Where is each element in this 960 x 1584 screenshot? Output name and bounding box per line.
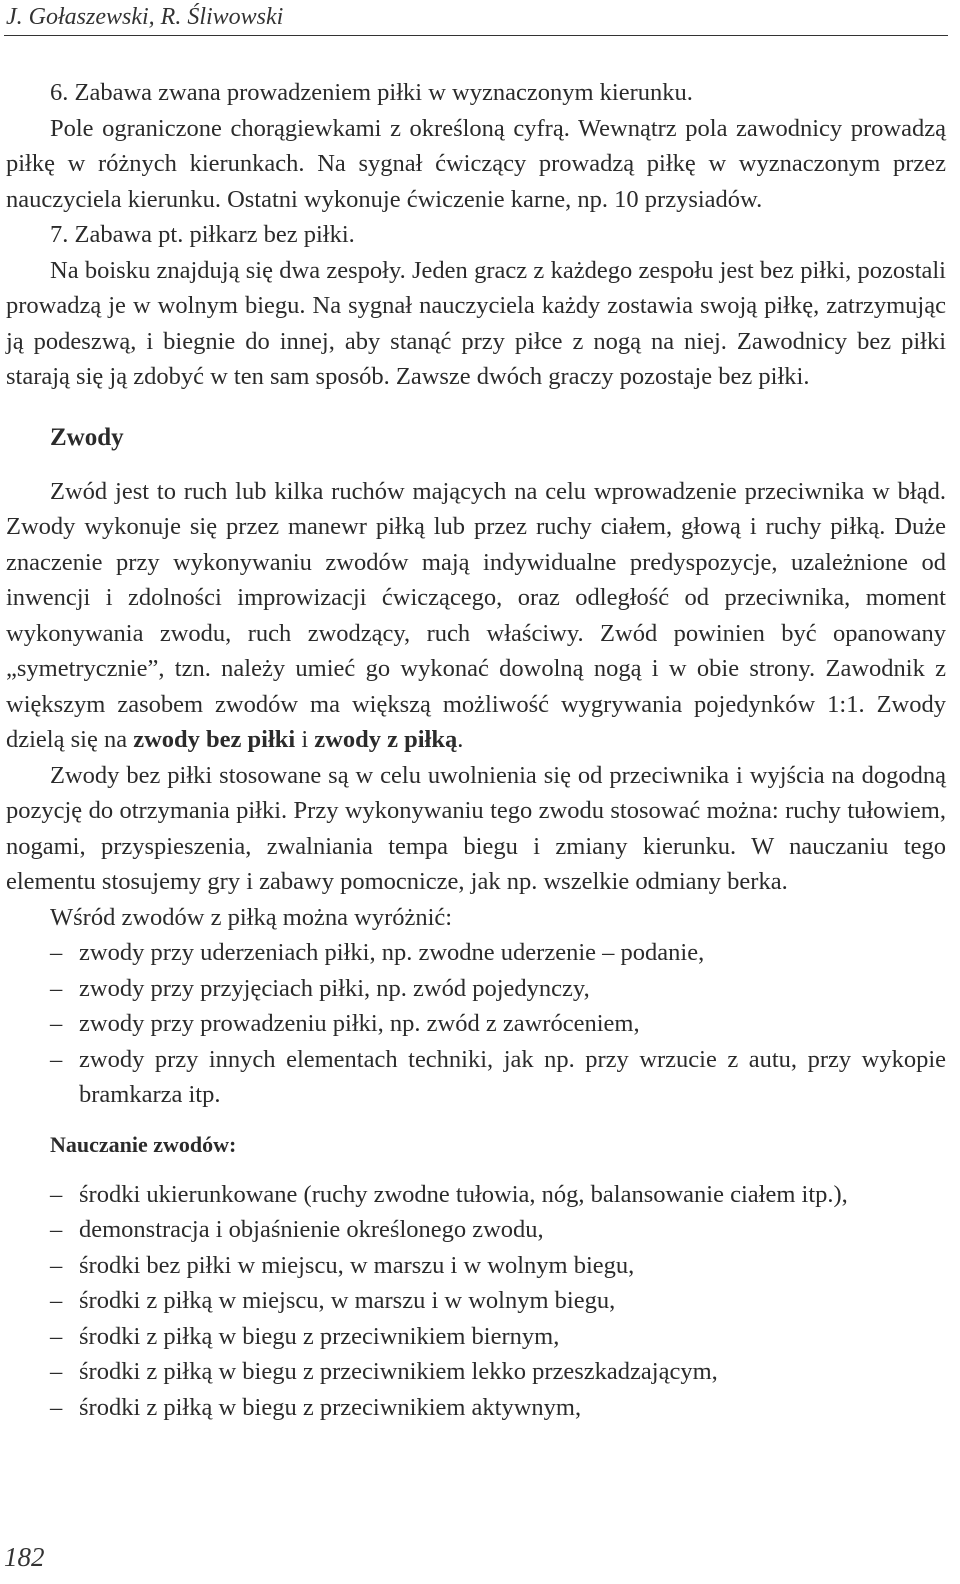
list-item-text: zwody przy prowadzeniu piłki, np. zwód z zawróceniem, <box>79 1010 640 1037</box>
paragraph-list-intro: Wśród zwodów z piłką można wyróżnić: <box>50 903 453 931</box>
dash-marker: – <box>50 1287 63 1314</box>
subheading-nauczanie: Nauczanie zwodów: <box>50 1131 237 1157</box>
paragraph-text: Zwód jest to ruch lub kilka ruchów mających na celu wprowadzenie przeciwnika w błąd. Zwody wykonuje się przez manewr piłką lub przez ruchy ciałem, głową i ruchy piłką. Duże znaczenie przy wykonywaniu zwodów mają indywidualne predyspozycje, uzależnione od inwencji i zdolności improwizacji ćwiczącego, oraz odległość od przeciwnika, moment wykonywania zwodu, ruch zwodzący, ruch właściwy. Zwód powinien być opanowany „symetrycznie”, tzn. należy umieć go wykonać dowolną nogą i w obie strony. Zawodnik z większym zasobem zwodów ma większą możliwość wygrywania pojedynków 1:1. Zwody dzielą się na <box>6 477 946 753</box>
running-head: J. Gołaszewski, R. Śliwowski <box>6 4 284 30</box>
list-item <box>6 1212 946 1248</box>
list-item <box>6 1248 946 1284</box>
list-item <box>6 971 946 1007</box>
list-item-text: zwody przy innych elementach techniki, jak np. przy wrzucie z autu, przy wykopie bramkarza itp. <box>79 1045 946 1108</box>
list-item-text: zwody przy uderzeniach piłki, np. zwodne uderzenie – podanie, <box>79 939 705 966</box>
spacer <box>6 395 946 421</box>
list-item <box>6 1283 946 1319</box>
list-item-text: środki z piłką w biegu z przeciwnikiem biernym, <box>79 1322 560 1350</box>
dash-marker: – <box>50 1251 63 1279</box>
list-item <box>6 1354 946 1390</box>
game6-title: 6. Zabawa zwana prowadzeniem piłki w wyznaczonym kierunku. <box>50 79 693 106</box>
header-rule <box>4 35 948 36</box>
spacer <box>6 455 946 474</box>
joiner-text: i <box>295 726 315 753</box>
page-body <box>6 75 946 1425</box>
list-item-text: środki ukierunkowane (ruchy zwodne tułowia, nóg, balansowanie ciałem itp.), <box>79 1180 848 1208</box>
list-item <box>6 1177 946 1213</box>
spacer <box>6 1113 946 1128</box>
list-item <box>6 1042 946 1113</box>
dash-marker: – <box>50 974 63 1002</box>
list-item <box>6 1390 946 1426</box>
paragraph-zwody-bez-pilki: Zwody bez piłki stosowane są w celu uwolnienia się od przeciwnika i wyjścia na dogodną pozycję do otrzymania piłki. Przy wykonywaniu tego zwodu stosować można: ruchy tułowiem, nogami, przyspieszenia, zwalniania tempa biegu i zmiany kierunku. W nauczaniu tego elementu stosujemy gry i zabawy pomocnicze, jak np. wszelkie odmiany berka. <box>6 761 946 895</box>
page-number: 182 <box>4 1542 45 1572</box>
game6-text: Pole ograniczone chorągiewkami z określoną cyfrą. Wewnątrz pola zawodnicy prowadzą piłkę w różnych kierunkach. Na sygnał ćwiczący prowadzą piłkę w wyznaczonym przez nauczyciela kierunku. Ostatni wykonuje ćwiczenie karne, np. 10 przysiadów. <box>6 114 946 213</box>
dash-marker: – <box>50 1045 63 1073</box>
paragraph-zwod-definition <box>6 474 946 758</box>
term-zwody-bez-pilki: zwody bez piłki <box>133 726 296 753</box>
list-item <box>6 1319 946 1355</box>
dash-marker: – <box>50 1010 63 1037</box>
list-item-text: zwody przy przyjęciach piłki, np. zwód pojedynczy, <box>79 974 590 1002</box>
dash-marker: – <box>50 939 63 966</box>
list-item-text: środki z piłką w biegu z przeciwnikiem lekko przeszkadzającym, <box>79 1358 718 1385</box>
term-zwody-z-pilka: zwody z piłką <box>314 726 458 753</box>
section-heading: Zwody <box>50 423 124 451</box>
dash-marker: – <box>50 1322 63 1350</box>
spacer <box>6 1162 946 1177</box>
dash-marker: – <box>50 1180 63 1208</box>
list-item-text: demonstracja i objaśnienie określonego zwodu, <box>79 1216 544 1243</box>
list-item-text: środki z piłką w miejscu, w marszu i w wolnym biegu, <box>79 1287 616 1314</box>
paragraph-end: . <box>457 726 464 753</box>
list-item <box>6 1006 946 1042</box>
game7-title: 7. Zabawa pt. piłkarz bez piłki. <box>50 221 355 248</box>
list-item-text: środki z piłką w biegu z przeciwnikiem aktywnym, <box>79 1393 582 1421</box>
dash-marker: – <box>50 1216 63 1243</box>
list-nauczanie-zwodow <box>6 1177 946 1426</box>
list-zwody-z-pilka <box>6 935 946 1113</box>
dash-marker: – <box>50 1393 63 1421</box>
list-item-text: środki bez piłki w miejscu, w marszu i w wolnym biegu, <box>79 1251 635 1279</box>
game7-text: Na boisku znajdują się dwa zespoły. Jeden gracz z każdego zespołu jest bez piłki, pozostali prowadzą je w wolnym biegu. Na sygnał nauczyciela każdy zostawia swoją piłkę, zatrzymując ją podeszwą, i biegnie do innej, aby stanąć przy piłce z nogą na niej. Zawodnicy bez piłki starają się ją zdobyć w ten sam sposób. Zawsze dwóch graczy pozostaje bez piłki. <box>6 256 946 390</box>
list-item <box>6 935 946 971</box>
dash-marker: – <box>50 1358 63 1385</box>
